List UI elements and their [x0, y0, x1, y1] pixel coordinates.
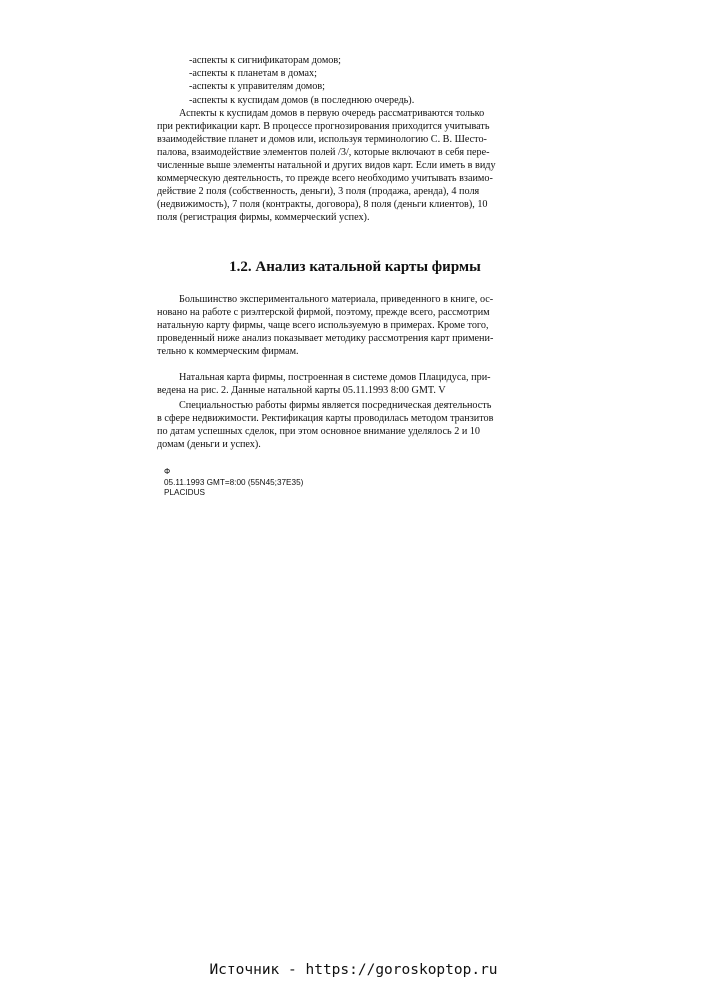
text-line: в сфере недвижимости. Ректификация карты проводилась методом транзитов	[157, 413, 494, 424]
text-line: проведенный ниже анализ показывает методику рассмотрения карт примени-	[157, 333, 494, 344]
source-footer: Источник - https://goroskoptop.ru	[209, 962, 498, 978]
text-line: действие 2 поля (собственность, деньги), 3 поля (продажа, аренда), 4 поля	[157, 186, 480, 197]
text-line: тельно к коммерческим фирмам.	[157, 346, 299, 357]
paragraph-aspects-cusps	[157, 107, 553, 224]
list-item: -аспекты к управителям домов;	[189, 81, 325, 93]
text-line: новано на работе с риэлтерской фирмой, поэтому, прежде всего, рассмотрим	[157, 307, 490, 318]
text-line: домам (деньги и успех).	[157, 439, 261, 450]
text-line: поля (регистрация фирмы, коммерческий успех).	[157, 212, 370, 223]
chart-house-system: PLACIDUS	[164, 488, 205, 497]
text-line: при ректификации карт. В процессе прогнозирования приходится учитывать	[157, 121, 490, 132]
text-line: ведена на рис. 2. Данные натальной карты 05.11.1993 8:00 GMT. V	[157, 385, 446, 396]
section-heading: 1.2. Анализ катальной карты фирмы	[229, 259, 481, 275]
chart-label: Ф	[164, 467, 171, 476]
text-line: Специальностью работы фирмы является посредническая деятельность	[179, 400, 492, 411]
paragraph-experimental-material	[157, 293, 553, 358]
text-line: взаимодействие планет и домов или, используя терминологию С. В. Шесто-	[157, 134, 487, 145]
text-line: Аспекты к куспидам домов в первую очередь рассматриваются только	[179, 108, 485, 119]
text-line: Натальная карта фирмы, построенная в системе домов Плацидуса, при-	[179, 372, 491, 383]
text-line: натальную карту фирмы, чаще всего используемую в примерах. Кроме того,	[157, 320, 489, 331]
paragraph-natal-chart	[157, 371, 553, 397]
list-item: -аспекты к планетам в домах;	[189, 68, 317, 80]
text-line: палова, взаимодействие элементов полей /3/, которые включают в себя пере-	[157, 147, 490, 158]
aspects-list	[189, 54, 414, 107]
list-item: -аспекты к сигнификаторам домов;	[189, 55, 342, 66]
text-line: численные выше элементы натальной и других видов карт. Если иметь в виду	[157, 160, 496, 171]
text-line: (недвижимость), 7 поля (контракты, договора), 8 поля (деньги клиентов), 10	[157, 199, 488, 210]
chart-caption	[164, 467, 303, 499]
text-line: по датам успешных сделок, при этом основное внимание уделялось 2 и 10	[157, 426, 481, 437]
chart-datetime: 05.11.1993 GMT=8:00 (55N45;37E35)	[164, 477, 304, 487]
list-item: -аспекты к куспидам домов (в последнюю очередь).	[189, 94, 415, 106]
text-line: Большинство экспериментального материала, приведенного в книге, ос-	[179, 294, 494, 305]
paragraph-specialty	[157, 399, 553, 451]
text-line: коммерческую деятельность, то прежде всего необходимо учитывать взаимо-	[157, 173, 493, 184]
